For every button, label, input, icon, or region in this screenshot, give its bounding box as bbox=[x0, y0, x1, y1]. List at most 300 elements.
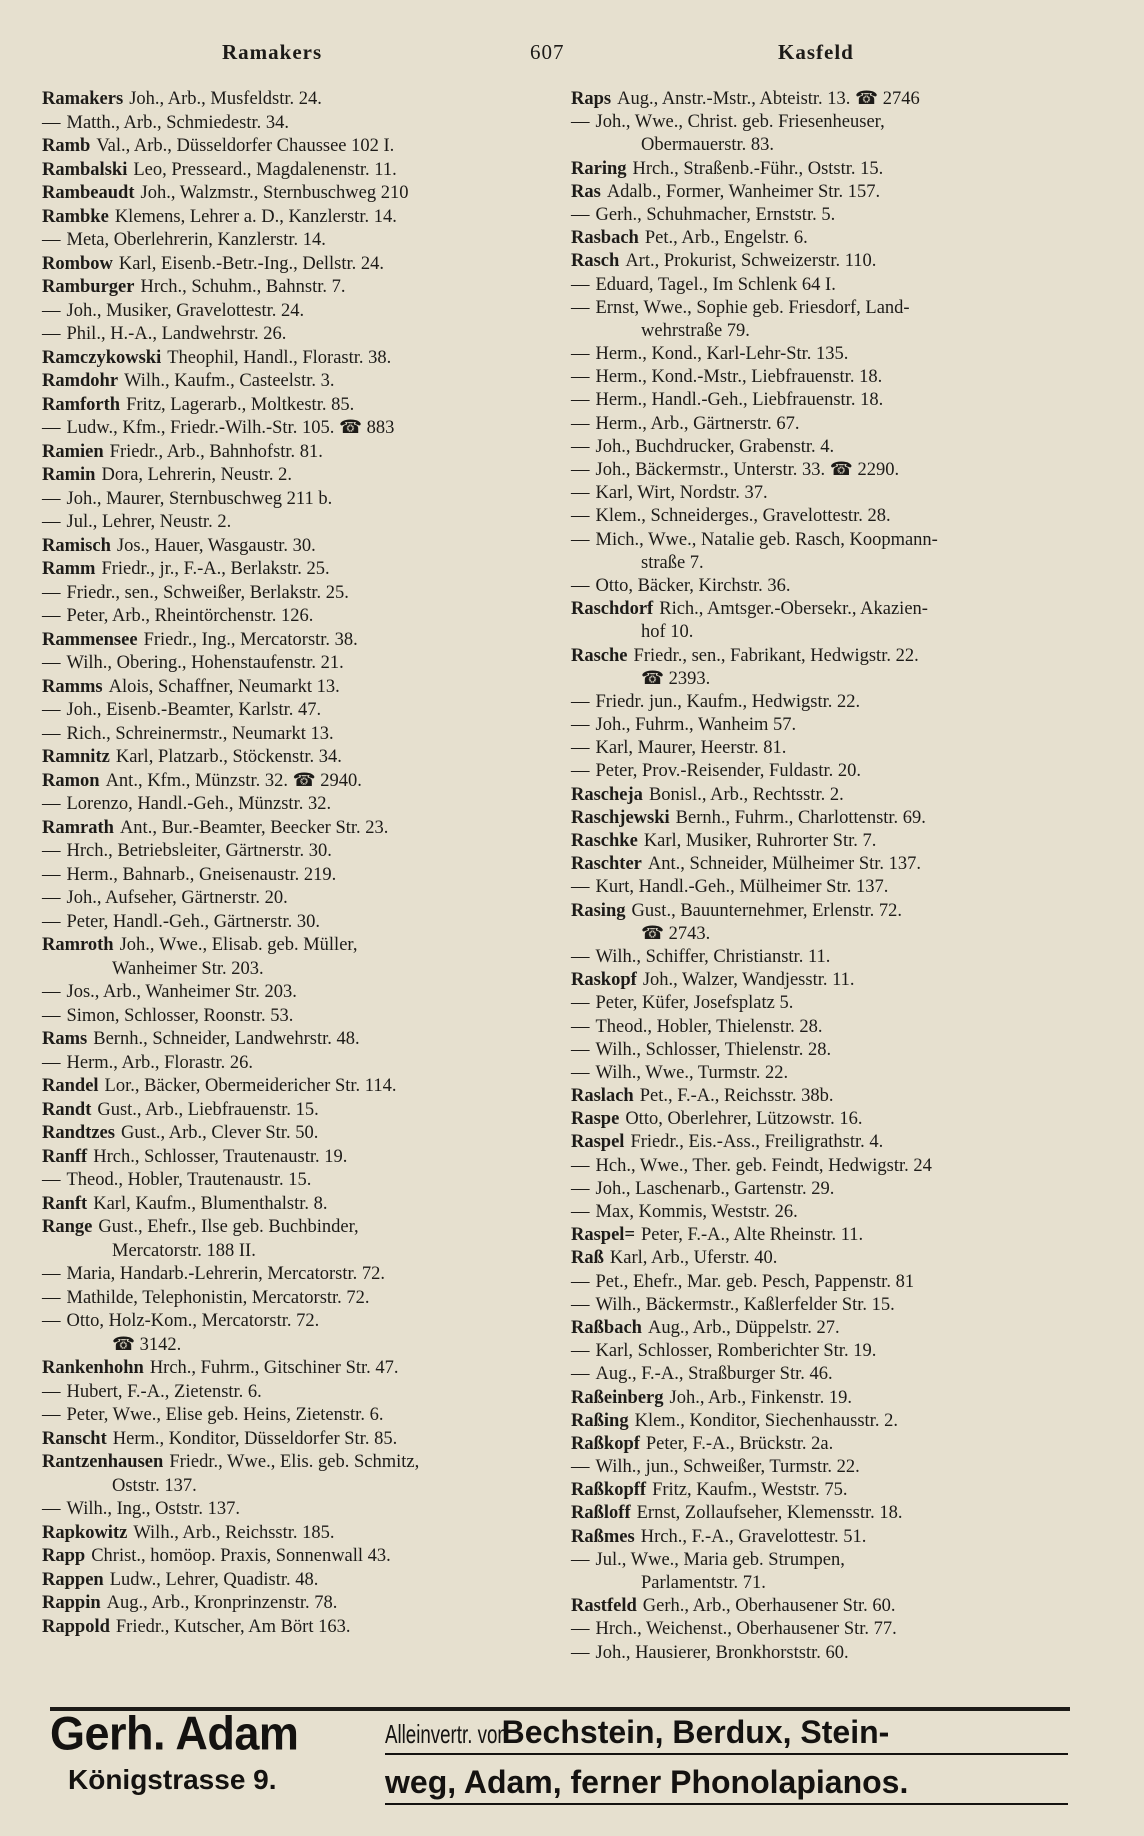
ditto-dash: — bbox=[42, 418, 61, 438]
directory-entry-line bbox=[571, 760, 1071, 783]
directory-entry-line bbox=[571, 1479, 1071, 1502]
entry-details: Friedr., sen., Schweißer, Berlakstr. 25. bbox=[66, 582, 349, 603]
directory-entry-line bbox=[571, 1433, 1071, 1456]
entry-details: Peter, Arb., Rheintörchenstr. 126. bbox=[66, 606, 314, 626]
entry-details: Pet., F.-A., Reichsstr. 38b. bbox=[639, 1086, 834, 1107]
entry-details: Bernh., Fuhrm., Charlottenstr. 69. bbox=[675, 807, 926, 828]
entry-details: Matth., Arb., Schmiedestr. 34. bbox=[66, 112, 289, 133]
surname: Ranft bbox=[42, 1193, 88, 1214]
directory-entry-line bbox=[42, 229, 552, 253]
directory-entry-line bbox=[571, 1549, 1071, 1572]
entry-details: Parlamentstr. 71. bbox=[641, 1573, 766, 1593]
directory-entry-line bbox=[42, 817, 552, 841]
directory-entry-line bbox=[42, 605, 552, 629]
ditto-dash: — bbox=[571, 1039, 590, 1060]
ditto-dash: — bbox=[571, 297, 590, 318]
ditto-dash: — bbox=[42, 1381, 61, 1402]
directory-entry-line bbox=[571, 274, 1071, 297]
ditto-dash: — bbox=[571, 877, 590, 898]
directory-entry-line bbox=[571, 88, 1071, 111]
entry-details: Hrch., Fuhrm., Gitschiner Str. 47. bbox=[149, 1358, 399, 1378]
directory-entry-line bbox=[42, 1404, 552, 1428]
ditto-dash: — bbox=[571, 1294, 590, 1315]
ditto-dash: — bbox=[571, 367, 590, 388]
entry-details: Wilh., Bäckermstr., Kaßlerfelder Str. 15. bbox=[595, 1294, 895, 1315]
surname: Ramforth bbox=[42, 394, 121, 415]
ditto-dash: — bbox=[571, 390, 590, 411]
entry-details: Karl, Kaufm., Blumenthalstr. 8. bbox=[93, 1193, 328, 1214]
directory-entry-line bbox=[571, 1294, 1071, 1317]
surname: Rantzenhausen bbox=[42, 1452, 164, 1472]
directory-entry-line bbox=[42, 723, 552, 747]
entry-details: Friedr., jr., F.-A., Berlakstr. 25. bbox=[101, 559, 330, 579]
ditto-dash: — bbox=[571, 204, 590, 225]
surname: Randtzes bbox=[42, 1123, 115, 1143]
entry-details: Karl, Eisenb.-Betr.-Ing., Dellstr. 24. bbox=[118, 253, 385, 274]
directory-entry-line bbox=[571, 552, 1071, 575]
entry-details: Wilh., Kaufm., Casteelstr. 3. bbox=[124, 371, 335, 391]
entry-details: Mathilde, Telephonistin, Mercatorstr. 72. bbox=[66, 1287, 370, 1308]
directory-entry-line bbox=[571, 436, 1071, 459]
surname: Rappen bbox=[42, 1569, 104, 1590]
directory-entry-line bbox=[42, 276, 552, 300]
entry-details: Peter, Handl.-Geh., Gärtnerstr. 30. bbox=[66, 911, 321, 932]
directory-entry-line bbox=[42, 1240, 552, 1264]
ditto-dash: — bbox=[571, 1202, 590, 1222]
directory-entry-line bbox=[42, 159, 552, 183]
directory-entry-line bbox=[42, 1028, 552, 1052]
entry-details: Phil., H.-A., Landwehrstr. 26. bbox=[66, 324, 287, 344]
surname: Raschter bbox=[571, 854, 642, 875]
entry-details: Leo, Presseard., Magdalenenstr. 11. bbox=[133, 159, 397, 180]
directory-entry-line bbox=[42, 300, 552, 324]
surname: Randt bbox=[42, 1099, 92, 1120]
directory-entry-line bbox=[571, 575, 1071, 598]
surname: Ramakers bbox=[42, 89, 124, 109]
entry-details: Peter, F.-A., Brückstr. 2a. bbox=[645, 1433, 834, 1454]
surname: Rappold bbox=[42, 1616, 110, 1637]
directory-entry-line bbox=[42, 793, 552, 817]
directory-entry-line bbox=[42, 1381, 552, 1405]
entry-details: Karl, Maurer, Heerstr. 81. bbox=[595, 738, 787, 759]
surname: Raschdorf bbox=[571, 599, 654, 620]
surname: Raspel= bbox=[571, 1225, 635, 1246]
entry-details: Hrch., Schlosser, Trautenaustr. 19. bbox=[93, 1146, 348, 1167]
entry-details: Joh., Wwe., Elisab. geb. Müller, bbox=[119, 935, 358, 955]
entry-details: Herm., Bahnarb., Gneisenaustr. 219. bbox=[66, 864, 337, 885]
entry-details: Obermauerstr. 83. bbox=[641, 135, 775, 156]
ditto-dash: — bbox=[571, 112, 590, 133]
surname: Rombow bbox=[42, 253, 113, 274]
running-head-right: Kasfeld bbox=[778, 40, 854, 64]
entry-details: Adalb., Former, Wanheimer Str. 157. bbox=[606, 181, 881, 202]
entry-details: Meta, Oberlehrerin, Kanzlerstr. 14. bbox=[66, 230, 326, 250]
ditto-dash: — bbox=[42, 582, 61, 603]
entry-details: Hrch., F.-A., Gravelottestr. 51. bbox=[640, 1526, 867, 1547]
entry-details: Joh., Arb., Musfeldstr. 24. bbox=[129, 89, 322, 109]
entry-details: Joh., Laschenarb., Gartenstr. 29. bbox=[595, 1178, 835, 1199]
directory-entry-line bbox=[42, 347, 552, 371]
ditto-dash: — bbox=[42, 982, 61, 1002]
directory-entry-line bbox=[571, 529, 1071, 552]
directory-entry-line bbox=[571, 1363, 1071, 1386]
ditto-dash: — bbox=[42, 794, 61, 814]
ditto-dash: — bbox=[42, 488, 61, 509]
ditto-dash: — bbox=[571, 575, 590, 596]
ditto-dash: — bbox=[571, 946, 590, 967]
entry-details: ☎ 2743. bbox=[641, 923, 711, 944]
entry-details: Aug., Anstr.-Mstr., Abteistr. 13. ☎ 2746 bbox=[617, 89, 920, 109]
ditto-dash: — bbox=[571, 1457, 590, 1478]
entry-details: Val., Arb., Düsseldorfer Chaussee 102 I. bbox=[96, 136, 395, 156]
directory-entry-line bbox=[42, 934, 552, 958]
entry-details: Lorenzo, Handl.-Geh., Münzstr. 32. bbox=[66, 794, 332, 814]
ditto-dash: — bbox=[571, 460, 590, 480]
ditto-dash: — bbox=[42, 1170, 61, 1190]
ditto-dash: — bbox=[42, 324, 61, 344]
directory-entry-line bbox=[42, 1451, 552, 1475]
directory-entry-line bbox=[571, 1271, 1071, 1294]
entry-details: Jos., Hauer, Wasgaustr. 30. bbox=[116, 535, 316, 556]
directory-entry-line bbox=[571, 111, 1071, 134]
entry-details: Peter, Wwe., Elise geb. Heins, Zietenstr. 6. bbox=[66, 1405, 384, 1425]
directory-entry-line bbox=[42, 417, 552, 441]
entry-details: Ernst, Wwe., Sophie geb. Friesdorf, Land- bbox=[595, 297, 910, 318]
directory-entry-line bbox=[571, 1062, 1071, 1085]
directory-entry-line bbox=[571, 320, 1071, 343]
directory-entry-line bbox=[571, 1456, 1071, 1479]
directory-entry-line bbox=[42, 1216, 552, 1240]
entry-details: Jos., Arb., Wanheimer Str. 203. bbox=[66, 982, 297, 1002]
entry-details: Herm., Kond., Karl-Lehr-Str. 135. bbox=[595, 344, 849, 365]
surname: Ranff bbox=[42, 1146, 88, 1167]
surname: Ramin bbox=[42, 465, 96, 485]
surname: Raß bbox=[571, 1248, 604, 1269]
directory-entry-line bbox=[42, 558, 552, 582]
entry-details: Rich., Schreinermstr., Neumarkt 13. bbox=[66, 723, 334, 744]
entry-details: Joh., Musiker, Gravelottestr. 24. bbox=[66, 300, 305, 321]
entry-details: Theod., Hobler, Thielenstr. 28. bbox=[595, 1016, 823, 1037]
directory-entry-line bbox=[571, 876, 1071, 899]
directory-entry-line bbox=[571, 853, 1071, 876]
directory-entry-line bbox=[42, 1099, 552, 1123]
directory-entry-line bbox=[42, 981, 552, 1005]
ad-line-1-prefix: Alleinvertr. von: bbox=[385, 1719, 513, 1749]
entry-details: Joh., Walzmstr., Sternbuschweg 210 bbox=[140, 183, 409, 203]
surname: Ras bbox=[571, 181, 601, 202]
entry-details: Friedr., Arb., Bahnhofstr. 81. bbox=[109, 441, 323, 462]
directory-entry-line bbox=[42, 206, 552, 230]
surname: Rastfeld bbox=[571, 1596, 637, 1617]
directory-entry-line bbox=[42, 1334, 552, 1358]
directory-entry-line bbox=[571, 1502, 1071, 1525]
surname: Raßkopf bbox=[571, 1433, 640, 1454]
entry-details: Ant., Bur.-Beamter, Beecker Str. 23. bbox=[119, 817, 389, 838]
entry-details: Dora, Lehrerin, Neustr. 2. bbox=[101, 465, 293, 485]
directory-entry-line bbox=[42, 511, 552, 535]
entry-details: Wilh., Schlosser, Thielenstr. 28. bbox=[595, 1039, 832, 1060]
entry-details: Fritz, Lagerarb., Moltkestr. 85. bbox=[126, 394, 355, 415]
directory-entry-line bbox=[571, 250, 1071, 273]
entry-details: Friedr., sen., Fabrikant, Hedwigstr. 22. bbox=[633, 645, 919, 666]
surname: Ramrath bbox=[42, 817, 114, 838]
directory-entry-line bbox=[571, 1340, 1071, 1363]
directory-entry-line bbox=[42, 840, 552, 864]
ditto-dash: — bbox=[571, 1642, 590, 1663]
entry-details: Herm., Kond.-Mstr., Liebfrauenstr. 18. bbox=[595, 367, 883, 388]
entry-details: Pet., Arb., Engelstr. 6. bbox=[644, 228, 808, 249]
entry-details: Ant., Kfm., Münzstr. 32. ☎ 2940. bbox=[105, 770, 362, 791]
entry-details: Alois, Schaffner, Neumarkt 13. bbox=[108, 676, 340, 697]
surname: Ramb bbox=[42, 136, 91, 156]
directory-entry-line bbox=[42, 1522, 552, 1546]
ditto-dash: — bbox=[42, 300, 61, 321]
entry-details: Klemens, Lehrer a. D., Kanzlerstr. 14. bbox=[114, 206, 397, 227]
surname: Rascheja bbox=[571, 784, 643, 805]
ditto-dash: — bbox=[42, 864, 61, 885]
entry-details: Rich., Amtsger.-Obersekr., Akazien- bbox=[659, 599, 928, 620]
surname: Ramnitz bbox=[42, 747, 110, 767]
ditto-dash: — bbox=[42, 1264, 61, 1284]
ditto-dash: — bbox=[571, 1155, 590, 1176]
surname: Rappin bbox=[42, 1593, 101, 1613]
entry-details: Wanheimer Str. 203. bbox=[112, 958, 264, 979]
directory-entry-line bbox=[42, 911, 552, 935]
directory-entry-line bbox=[571, 1085, 1071, 1108]
ditto-dash: — bbox=[571, 1341, 590, 1362]
directory-entry-line bbox=[571, 1410, 1071, 1433]
entry-details: Wilh., Schiffer, Christianstr. 11. bbox=[595, 946, 831, 967]
directory-entry-line bbox=[571, 1131, 1071, 1154]
entry-details: Kurt, Handl.-Geh., Mülheimer Str. 137. bbox=[595, 877, 889, 898]
ditto-dash: — bbox=[42, 841, 61, 861]
directory-entry-line bbox=[42, 1193, 552, 1217]
ditto-dash: — bbox=[571, 1619, 590, 1640]
directory-entry-line bbox=[571, 807, 1071, 830]
ditto-dash: — bbox=[42, 1005, 61, 1026]
directory-entry-line bbox=[42, 746, 552, 770]
directory-entry-line bbox=[42, 1569, 552, 1593]
entry-details: Theophil, Handl., Florastr. 38. bbox=[167, 347, 392, 368]
ditto-dash: — bbox=[42, 888, 61, 908]
directory-entry-line bbox=[571, 1201, 1071, 1224]
ditto-dash: — bbox=[42, 1311, 61, 1331]
directory-entry-line bbox=[42, 652, 552, 676]
directory-entry-line bbox=[571, 598, 1071, 621]
directory-entry-line bbox=[42, 394, 552, 418]
entry-details: Friedr. jun., Kaufm., Hedwigstr. 22. bbox=[595, 691, 861, 712]
directory-entry-line bbox=[42, 629, 552, 653]
directory-entry-line bbox=[42, 887, 552, 911]
directory-entry-line bbox=[571, 413, 1071, 436]
surname: Ramms bbox=[42, 676, 103, 697]
entry-details: Gerh., Arb., Oberhausener Str. 60. bbox=[642, 1596, 896, 1617]
directory-entry-line bbox=[42, 958, 552, 982]
entry-details: Peter, F.-A., Alte Rheinstr. 11. bbox=[641, 1225, 864, 1246]
surname: Ramisch bbox=[42, 535, 111, 556]
surname: Raschke bbox=[571, 831, 638, 851]
ditto-dash: — bbox=[571, 436, 590, 457]
entry-details: Bernh., Schneider, Landwehrstr. 48. bbox=[93, 1029, 360, 1049]
surname: Raslach bbox=[571, 1086, 634, 1107]
entry-details: Gust., Arb., Clever Str. 50. bbox=[120, 1123, 319, 1143]
entry-details: Herm., Arb., Gärtnerstr. 67. bbox=[595, 413, 800, 434]
entry-details: Fritz, Kaufm., Weststr. 75. bbox=[652, 1480, 848, 1501]
entry-details: Christ., homöop. Praxis, Sonnenwall 43. bbox=[91, 1546, 391, 1566]
entry-details: Hrch., Schuhm., Bahnstr. 7. bbox=[140, 277, 346, 297]
directory-entry-line bbox=[42, 1146, 552, 1170]
ditto-dash: — bbox=[42, 1499, 61, 1519]
entry-details: Klem., Konditor, Siechenhausstr. 2. bbox=[634, 1410, 898, 1431]
surname: Rapp bbox=[42, 1546, 86, 1566]
entry-details: Wilh., Arb., Reichsstr. 185. bbox=[133, 1522, 335, 1543]
directory-entry-line bbox=[571, 1178, 1071, 1201]
entry-details: Hrch., Straßenb.-Führ., Oststr. 15. bbox=[632, 158, 884, 179]
ditto-dash: — bbox=[42, 723, 61, 744]
surname: Rambeaudt bbox=[42, 183, 135, 203]
directory-entry-line bbox=[571, 1595, 1071, 1618]
entry-details: Joh., Aufseher, Gärtnerstr. 20. bbox=[66, 888, 288, 908]
entry-details: Karl, Platzarb., Stöckenstr. 34. bbox=[115, 747, 342, 767]
surname: Rammensee bbox=[42, 629, 138, 650]
surname: Raßmes bbox=[571, 1526, 635, 1547]
directory-entry-line bbox=[42, 1310, 552, 1334]
entry-details: Peter, Küfer, Josefsplatz 5. bbox=[595, 993, 794, 1014]
directory-entry-line bbox=[42, 88, 552, 112]
surname: Rasch bbox=[571, 251, 620, 272]
directory-entry-line bbox=[42, 1498, 552, 1522]
entry-details: Klem., Schneiderges., Gravelottestr. 28. bbox=[595, 506, 891, 527]
directory-entry-line bbox=[42, 1545, 552, 1569]
directory-entry-line bbox=[571, 297, 1071, 320]
ditto-dash: — bbox=[571, 1271, 590, 1292]
entry-details: Wilh., jun., Schweißer, Turmstr. 22. bbox=[595, 1457, 860, 1478]
ditto-dash: — bbox=[571, 483, 590, 504]
directory-entry-line bbox=[571, 714, 1071, 737]
ditto-dash: — bbox=[42, 700, 61, 720]
entry-details: Karl, Musiker, Ruhrorter Str. 7. bbox=[643, 831, 877, 851]
directory-entry-line bbox=[571, 343, 1071, 366]
directory-entry-line bbox=[571, 1039, 1071, 1062]
ditto-dash: — bbox=[571, 274, 590, 295]
directory-entry-line bbox=[571, 1016, 1071, 1039]
surname: Rapkowitz bbox=[42, 1522, 128, 1543]
directory-entry-line bbox=[571, 621, 1071, 644]
entry-details: Ernst, Zollaufseher, Klemensstr. 18. bbox=[636, 1503, 903, 1524]
surname: Ramczykowski bbox=[42, 347, 162, 368]
surname: Ramm bbox=[42, 559, 96, 579]
entry-details: Wilh., Obering., Hohenstaufenstr. 21. bbox=[66, 653, 344, 673]
directory-entry-line bbox=[42, 253, 552, 277]
entry-details: Aug., Arb., Kronprinzenstr. 78. bbox=[106, 1593, 338, 1613]
directory-entry-line bbox=[42, 1052, 552, 1076]
right-column bbox=[571, 88, 1071, 1665]
entry-details: Bonisl., Arb., Rechtsstr. 2. bbox=[648, 784, 844, 805]
ditto-dash: — bbox=[571, 691, 590, 712]
entry-details: Theod., Hobler, Trautenaustr. 15. bbox=[66, 1170, 312, 1190]
entry-details: Gust., Ehefr., Ilse geb. Buchbinder, bbox=[98, 1217, 359, 1237]
directory-entry-line bbox=[571, 482, 1071, 505]
entry-details: Karl, Wirt, Nordstr. 37. bbox=[595, 483, 768, 504]
surname: Raschjewski bbox=[571, 807, 670, 828]
ad-address: Königstrasse 9. bbox=[68, 1764, 277, 1795]
ditto-dash: — bbox=[571, 993, 590, 1014]
entry-details: Joh., Buchdrucker, Grabenstr. 4. bbox=[595, 436, 835, 457]
directory-entry-line bbox=[571, 1317, 1071, 1340]
surname: Raßbach bbox=[571, 1317, 642, 1338]
surname: Ramien bbox=[42, 441, 104, 462]
directory-entry-line bbox=[571, 1642, 1071, 1665]
entry-details: Herm., Konditor, Düsseldorfer Str. 85. bbox=[112, 1428, 398, 1449]
entry-details: Gust., Bauunternehmer, Erlenstr. 72. bbox=[631, 900, 903, 921]
directory-entry-line bbox=[571, 900, 1071, 923]
ad-line-1-brands: Bechstein, Berdux, Stein- bbox=[501, 1714, 890, 1750]
ditto-dash: — bbox=[42, 911, 61, 932]
surname: Rambalski bbox=[42, 159, 128, 180]
entry-details: Joh., Hausierer, Bronkhorststr. 60. bbox=[595, 1642, 849, 1663]
entry-details: Otto, Oberlehrer, Lützowstr. 16. bbox=[625, 1109, 863, 1130]
surname: Ramon bbox=[42, 770, 100, 791]
surname: Raspe bbox=[571, 1109, 620, 1130]
entry-details: Oststr. 137. bbox=[112, 1475, 197, 1496]
ditto-dash: — bbox=[42, 1405, 61, 1425]
ditto-dash: — bbox=[571, 413, 590, 434]
entry-details: Joh., Wwe., Christ. geb. Friesenheuser, bbox=[595, 112, 885, 133]
entry-details: Gust., Arb., Liebfrauenstr. 15. bbox=[97, 1099, 319, 1120]
entry-details: Simon, Schlosser, Roonstr. 53. bbox=[66, 1005, 294, 1026]
directory-entry-line bbox=[571, 389, 1071, 412]
left-column bbox=[42, 88, 552, 1639]
directory-entry-line bbox=[42, 488, 552, 512]
entry-details: Lor., Bäcker, Obermeidericher Str. 114. bbox=[104, 1076, 397, 1096]
directory-entry-line bbox=[571, 227, 1071, 250]
entry-details: Gerh., Schuhmacher, Ernststr. 5. bbox=[595, 204, 836, 225]
ditto-dash: — bbox=[571, 1016, 590, 1037]
ad-line-2: weg, Adam, ferner Phonolapianos. bbox=[385, 1764, 1068, 1805]
ditto-dash: — bbox=[42, 112, 61, 133]
entry-details: Eduard, Tagel., Im Schlenk 64 I. bbox=[595, 274, 836, 295]
entry-details: Aug., Arb., Düppelstr. 27. bbox=[647, 1317, 840, 1338]
entry-details: Max, Kommis, Weststr. 26. bbox=[595, 1202, 798, 1222]
ditto-dash: — bbox=[42, 230, 61, 250]
entry-details: Otto, Holz-Kom., Mercatorstr. 72. bbox=[66, 1311, 320, 1331]
ditto-dash: — bbox=[42, 1052, 61, 1073]
ditto-dash: — bbox=[571, 715, 590, 736]
directory-entry-line bbox=[571, 1387, 1071, 1410]
directory-entry-line bbox=[42, 441, 552, 465]
directory-entry-line bbox=[42, 1287, 552, 1311]
entry-details: Hrch., Betriebsleiter, Gärtnerstr. 30. bbox=[66, 841, 332, 861]
entry-details: Karl, Schlosser, Romberichter Str. 19. bbox=[595, 1341, 877, 1362]
entry-details: ☎ 2393. bbox=[641, 668, 711, 689]
entry-details: wehrstraße 79. bbox=[641, 320, 750, 341]
directory-entry-line bbox=[42, 1005, 552, 1029]
ditto-dash: — bbox=[571, 761, 590, 782]
directory-entry-line bbox=[42, 182, 552, 206]
ditto-dash: — bbox=[571, 738, 590, 759]
directory-entry-line bbox=[42, 676, 552, 700]
surname: Rambke bbox=[42, 206, 109, 227]
entry-details: Peter, Prov.-Reisender, Fuldastr. 20. bbox=[595, 761, 862, 782]
directory-entry-line bbox=[571, 946, 1071, 969]
surname: Raßing bbox=[571, 1410, 629, 1431]
entry-details: Joh., Bäckermstr., Unterstr. 33. ☎ 2290. bbox=[595, 460, 900, 480]
entry-details: Art., Prokurist, Schweizerstr. 110. bbox=[625, 251, 877, 272]
directory-entry-line bbox=[571, 1618, 1071, 1641]
entry-details: Ludw., Lehrer, Quadistr. 48. bbox=[109, 1569, 319, 1590]
ditto-dash: — bbox=[571, 529, 590, 550]
entry-details: Joh., Arb., Finkenstr. 19. bbox=[669, 1387, 852, 1408]
